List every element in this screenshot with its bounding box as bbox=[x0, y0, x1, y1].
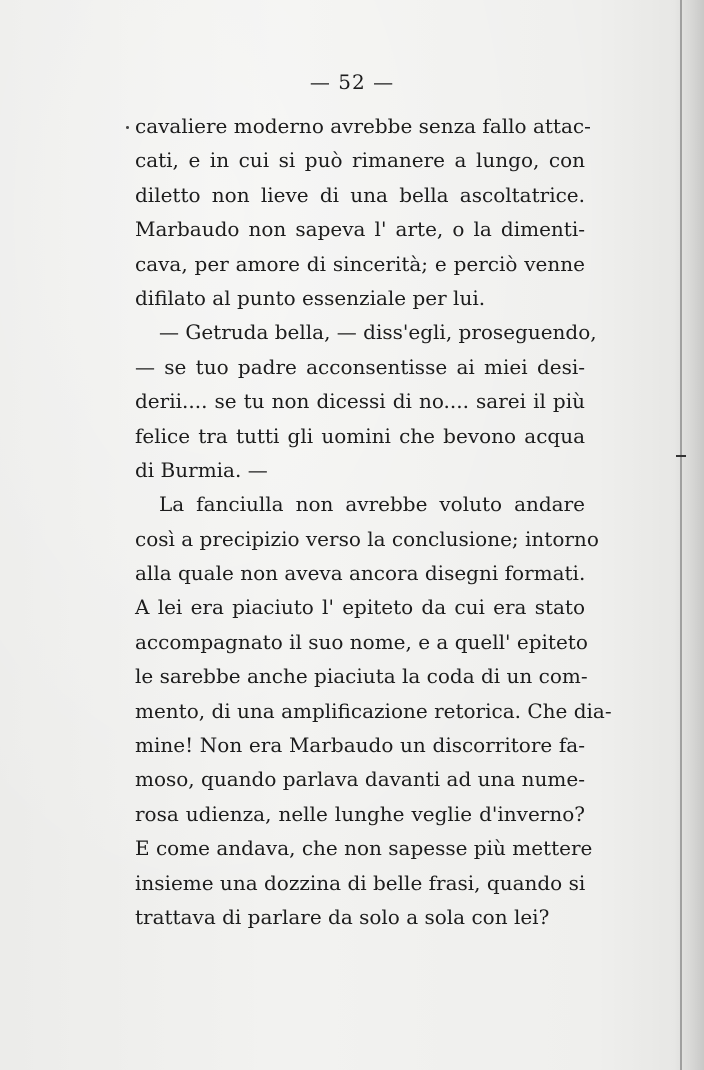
text-line: cava, per amore di sincerità; e perciò venne bbox=[135, 251, 585, 276]
page-number: — 52 — bbox=[309, 70, 395, 94]
margin-dot bbox=[126, 126, 129, 129]
text-line: E come andava, che non sapesse più mettere bbox=[135, 836, 593, 861]
text-line: difilato al punto essenziale per lui. bbox=[135, 285, 486, 310]
text-line: — Getruda bella, — diss'egli, proseguendo, bbox=[159, 320, 597, 345]
text-line: mine! Non era Marbaudo un discorritore fa- bbox=[135, 733, 585, 758]
body-text bbox=[135, 109, 612, 934]
text-line: diletto non lieve di una bella ascoltatrice. bbox=[135, 182, 585, 207]
text-line: derii.... se tu non dicessi di no.... sarei il più bbox=[135, 389, 585, 414]
text-line: così a precipizio verso la conclusione; intorno bbox=[135, 526, 599, 551]
margin-mark bbox=[676, 455, 686, 457]
text-line: di Burmia. — bbox=[135, 457, 268, 482]
text-line: felice tra tutti gli uomini che bevono acqua bbox=[135, 423, 585, 448]
text-line: — se tuo padre acconsentisse ai miei desi- bbox=[135, 354, 585, 379]
text-line: accompagnato il suo nome, e a quell' epiteto bbox=[135, 629, 588, 654]
binding-shadow bbox=[674, 0, 704, 1070]
text-line: alla quale non aveva ancora disegni formati. bbox=[135, 561, 586, 586]
text-line: cati, e in cui si può rimanere a lungo, con bbox=[135, 148, 585, 173]
text-line: mento, di una amplificazione retorica. Che dia- bbox=[135, 698, 612, 723]
binding-edge bbox=[680, 0, 682, 1070]
text-line: Marbaudo non sapeva l' arte, o la dimenti- bbox=[135, 217, 585, 242]
text-line: moso, quando parlava davanti ad una nume- bbox=[135, 767, 585, 792]
text-line: A lei era piaciuto l' epiteto da cui era stato bbox=[135, 595, 585, 620]
text-line: insieme una dozzina di belle frasi, quando si bbox=[135, 870, 586, 895]
text-line: trattava di parlare da solo a sola con lei? bbox=[135, 904, 550, 929]
text-line: rosa udienza, nelle lunghe veglie d'inverno? bbox=[135, 801, 585, 826]
text-line: cavaliere moderno avrebbe senza fallo attac- bbox=[135, 114, 591, 138]
text-line: le sarebbe anche piaciuta la coda di un com- bbox=[135, 664, 588, 689]
text-line: La fanciulla non avrebbe voluto andare bbox=[159, 492, 585, 517]
